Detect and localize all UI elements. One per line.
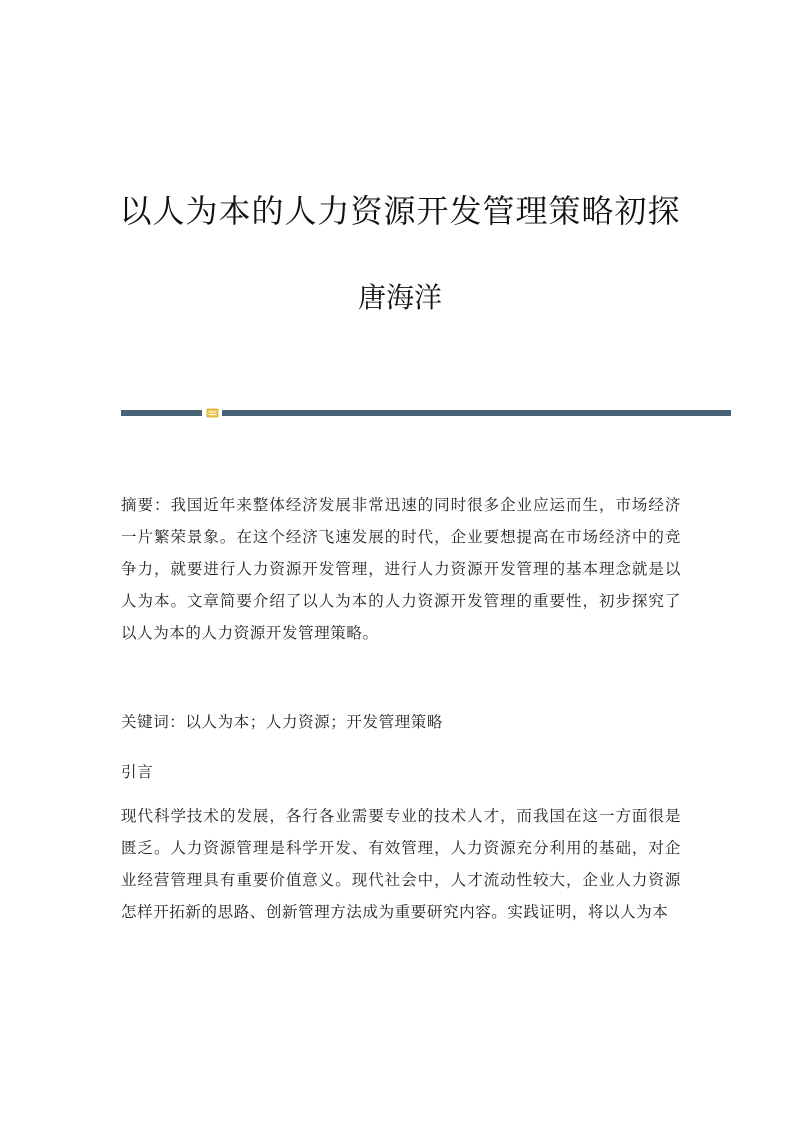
- intro-block: [121, 800, 681, 928]
- keywords-block: [121, 706, 681, 738]
- title-divider: [121, 407, 731, 419]
- intro-heading: 引言: [121, 763, 154, 781]
- intro-paragraph: 现代科学技术的发展，各行各业需要专业的技术人才，而我国在这一方面很是匮乏。人力资源管理是科学开发、有效管理，人力资源充分利用的基础，对企业经营管理具有重要价值意义。现代社会中，人才流动性较大，企业人力资源怎样开拓新的思路、创新管理方法成为重要研究内容。实践证明，将以人为本: [121, 807, 681, 921]
- intro-heading-block: [121, 756, 681, 788]
- document-title: 以人为本的人力资源开发管理策略初探: [119, 192, 681, 230]
- abstract-paragraph: 摘要：我国近年来整体经济发展非常迅速的同时很多企业应运而生，市场经济一片繁荣景象。在这个经济飞速发展的时代，企业要想提高在市场经济中的竞争力，就要进行人力资源开发管理，进行人力资源开发管理的基本理念就是以人为本。文章简要介绍了以人为本的人力资源开发管理的重要性，初步探究了以人为本的人力资源开发管理策略。: [121, 496, 681, 642]
- divider-ornament-icon: [206, 407, 219, 419]
- abstract-block: [121, 489, 681, 649]
- divider-left-bar: [121, 410, 202, 416]
- author-name: 唐海洋: [357, 281, 442, 314]
- keywords-line: 关键词：以人为本；人力资源；开发管理策略: [121, 713, 444, 731]
- divider-right-bar: [222, 410, 731, 416]
